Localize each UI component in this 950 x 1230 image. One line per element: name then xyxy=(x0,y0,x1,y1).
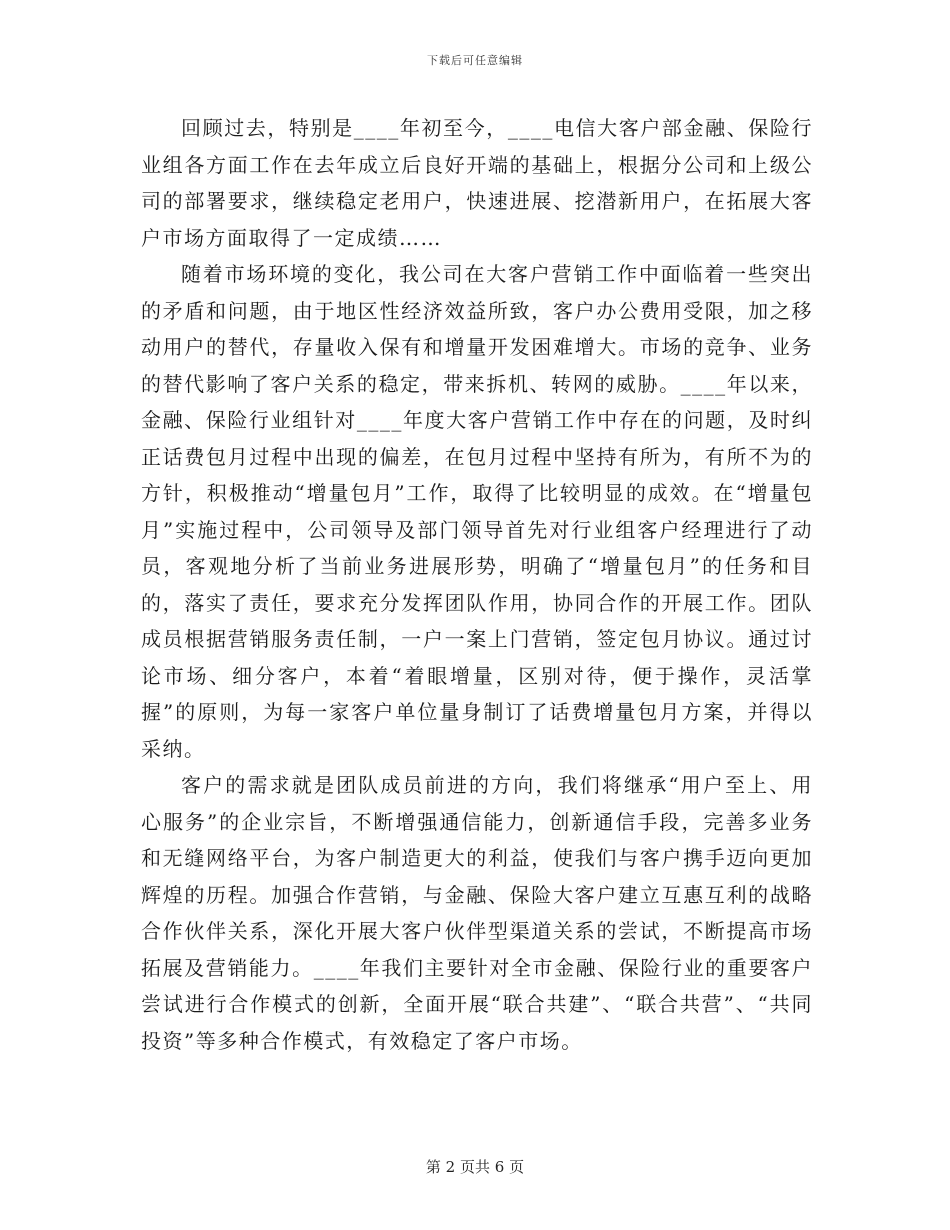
page-number: 第 2 页共 6 页 xyxy=(425,1158,525,1176)
paragraph-customer-needs: 客户的需求就是团队成员前进的方向，我们将继承“用户至上、用心服务”的企业宗旨，不断增强通信能力，创新通信手段，完善多业务和无缝网络平台，为客户制造更大的利益，使我们与客户携手迈向更加辉煌的历程。加强合作营销，与金融、保险大客户建立互惠互利的战略合作伙伴关系，深化开展大客户伙伴型渠道关系的尝试，不断提高市场拓展及营销能力。____年我们主要针对全市金融、保险行业的重要客户尝试进行合作模式的创新，全面开展“联合共建”、“联合共营”、“共同投资”等多种合作模式，有效稳定了客户市场。 xyxy=(141,773,813,1053)
paragraph-market-changes: 随着市场环境的变化，我公司在大客户营销工作中面临着一些突出的矛盾和问题，由于地区性经济效益所致，客户办公费用受限，加之移动用户的替代，存量收入保有和增量开发困难增大。市场的竞争、业务的替代影响了客户关系的稳定，带来拆机、转网的威胁。____年以来，金融、保险行业组针对____年度大客户营销工作中存在的问题，及时纠正话费包月过程中出现的偏差，在包月过程中坚持有所为，有所不为的方针，积极推动“增量包月”工作，取得了比较明显的成效。在“增量包月”实施过程中，公司领导及部门领导首先对行业组客户经理进行了动员，客观地分析了当前业务进展形势，明确了“增量包月”的任务和目的，落实了责任，要求充分发挥团队作用，协同合作的开展工作。团队成员根据营销服务责任制，一户一案上门营销，签定包月协议。通过讨论市场、细分客户，本着“着眼增量，区别对待，便于操作，灵活掌握”的原则，为每一家客户单位量身制订了话费增量包月方案，并得以采纳。 xyxy=(141,262,813,761)
document-body xyxy=(141,110,813,1059)
paragraph-review: 回顾过去，特别是____年初至今，____电信大客户部金融、保险行业组各方面工作在去年成立后良好开端的基础上，根据分公司和上级公司的部署要求，继续稳定老用户，快速进展、挖潜新用户，在拓展大客户市场方面取得了一定成绩…… xyxy=(141,116,813,250)
page-header: 下载后可任意编辑 xyxy=(427,54,523,67)
